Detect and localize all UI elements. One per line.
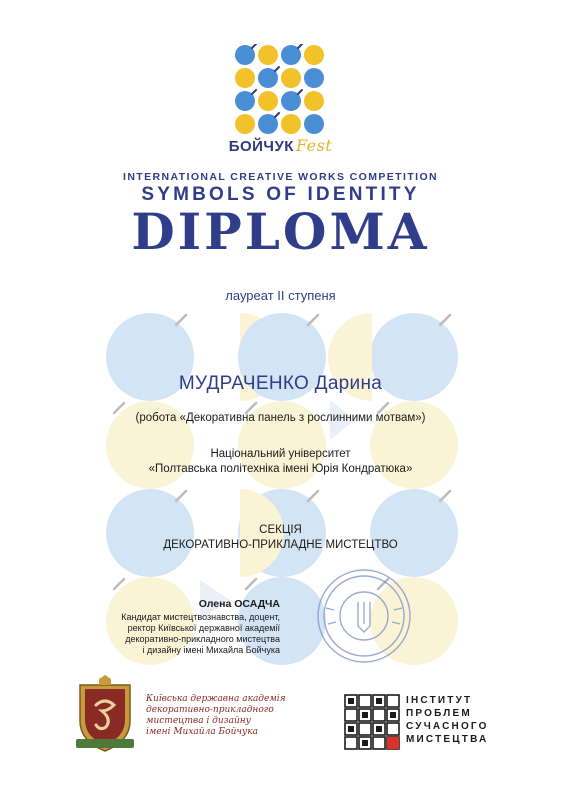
recipient-name: МУДРАЧЕНКО Дарина (178, 373, 383, 394)
institution-line-2: «Полтавська політехніка імені Юрія Кондратюка» (148, 463, 413, 475)
academy-name-line-3: мистецтва і дизайну (146, 716, 251, 726)
institution-line-1: Національний університет (210, 448, 351, 460)
signatory-title-line-4: і дизайну імені Михайла Бойчука (142, 645, 280, 655)
signatory-title-line-3: декоративно-прикладного мистецтва (125, 634, 280, 644)
institute-name-line-4: МИСТЕЦТВА (406, 734, 489, 745)
signatory-title-line-2: ректор Київської державної академії (127, 623, 280, 633)
academy-name-line-4: імені Михайла Бойчука (146, 727, 258, 737)
signatory-name: Олена ОСАДЧА (198, 598, 280, 610)
institute-name (406, 694, 489, 746)
institute-name-line-3: СУЧАСНОГО (406, 721, 489, 732)
institute-logo-icon (344, 694, 400, 750)
fest-logo-icon (234, 44, 326, 136)
section-name: ДЕКОРАТИВНО-ПРИКЛАДНЕ МИСТЕЦТВО (163, 539, 398, 551)
award-level: лауреат ІІ ступеня (225, 288, 336, 303)
competition-subtitle: SYMBOLS OF IDENTITY (141, 184, 420, 205)
academy-name-line-2: декоративно-прикладного (146, 705, 274, 715)
diploma-title: DIPLOMA (131, 202, 430, 261)
work-title: (робота «Декоративна панель з рослинними мотвам») (135, 412, 426, 424)
academy-emblem-icon (72, 675, 138, 755)
official-seal-icon (314, 566, 414, 666)
academy-name (146, 694, 286, 738)
signatory-title-line-1: Кандидат мистецтвознавства, доцент, (121, 612, 280, 622)
fest-wordmark (0, 136, 561, 155)
section-label: СЕКЦІЯ (259, 524, 302, 536)
institute-name-line-1: ІНСТИТУТ (406, 695, 473, 706)
fest-name: БОЙЧУК (228, 138, 294, 155)
institute-name-line-2: ПРОБЛЕМ (406, 708, 472, 719)
signatory-block (80, 598, 280, 656)
fest-suffix: Fest (295, 136, 333, 155)
competition-title: INTERNATIONAL CREATIVE WORKS COMPETITION (123, 171, 438, 183)
academy-name-line-1: Київська державна академія (146, 694, 286, 704)
